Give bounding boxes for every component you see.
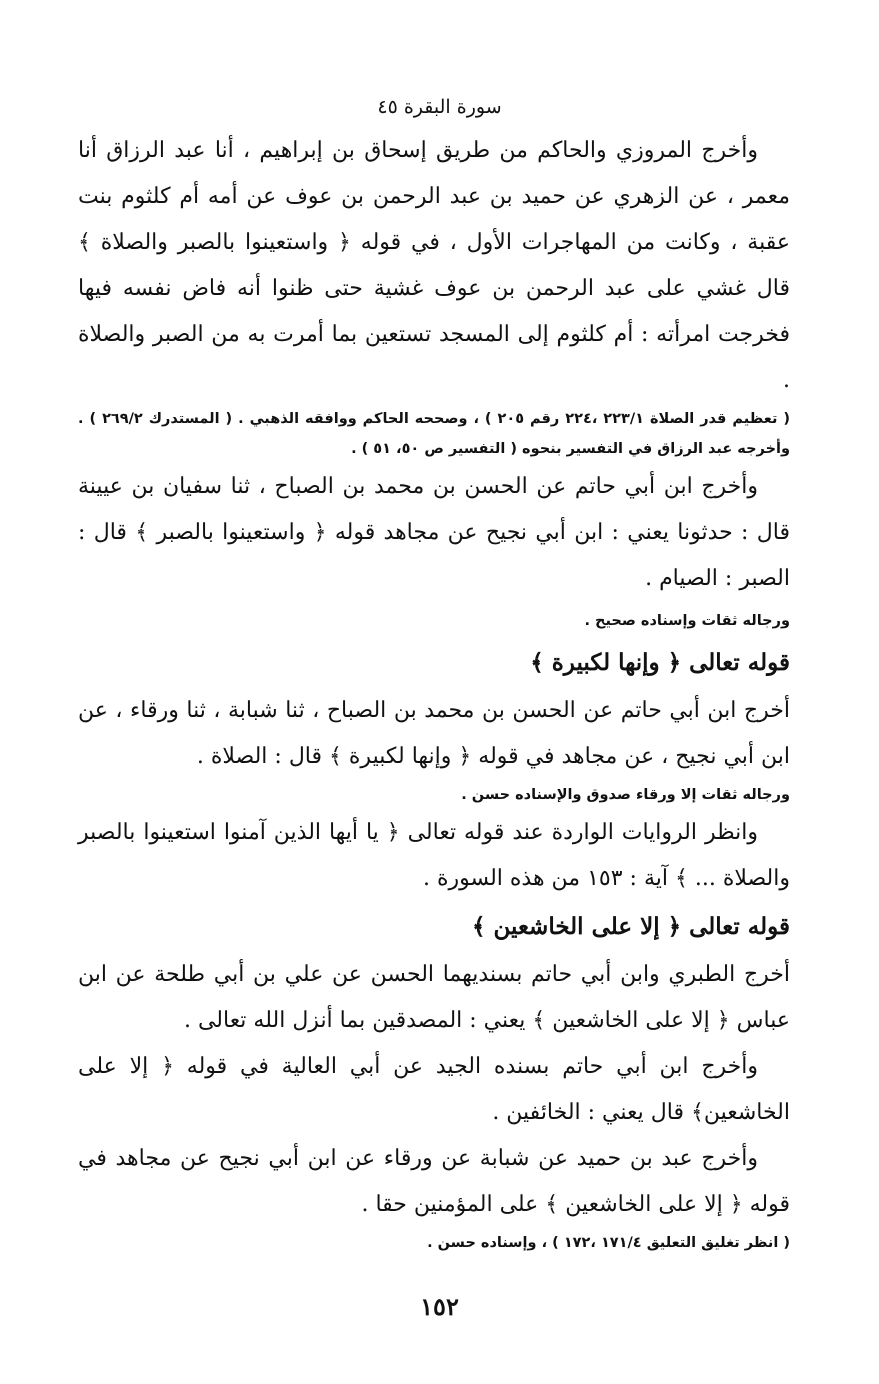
paragraph-5: أخرج الطبري وابن أبي حاتم بسنديهما الحسن عن علي بن أبي طلحة عن ابن عباس ﴿ إلا على الخاشعين ﴾ يعني : المصدقين بما أنزل الله تعالى . [78, 962, 790, 1033]
paragraph-6: وأخرج ابن أبي حاتم بسنده الجيد عن أبي العالية في قوله ﴿ إلا على الخاشعين﴾ قال يعني : الخائفين . [78, 1054, 790, 1125]
section-heading-1: قوله تعالى ﴿ وإنها لكبيرة ﴾ [530, 649, 790, 676]
paragraph-7: وأخرج عبد بن حميد عن شبابة عن ورقاء عن ابن أبي نجيح عن مجاهد في قوله ﴿ إلا على الخاشعين ﴾ على المؤمنين حقا . [78, 1146, 790, 1217]
footnote-4: ( انظر تغليق التعليق ١٧١/٤ ،١٧٢ ) ، وإسناده حسن . [427, 1235, 790, 1251]
footnote-3: ورجاله ثقات إلا ورقاء صدوق والإسناده حسن . [461, 787, 790, 803]
paragraph-2: وأخرج ابن أبي حاتم عن الحسن بن محمد بن الصباح ، ثنا سفيان بن عيينة قال : حدثونا يعني : ابن أبي نجيح عن مجاهد قوله ﴿ واستعينوا بالصبر ﴾ قال : الصبر : الصيام . [78, 474, 790, 591]
paragraph-3: أخرج ابن أبي حاتم عن الحسن بن محمد بن الصباح ، ثنا شبابة ، ثنا ورقاء ، عن ابن أبي نجيح ، عن مجاهد في قوله ﴿ وإنها لكبيرة ﴾ قال : الصلاة . [78, 698, 790, 769]
paragraph-4: وانظر الروايات الواردة عند قوله تعالى ﴿ يا أيها الذين آمنوا استعينوا بالصبر والصلاة ... ﴾ آية : ١٥٣ من هذه السورة . [78, 820, 790, 891]
page-number: ١٥٢ [420, 1292, 459, 1321]
paragraph-1: وأخرج المروزي والحاكم من طريق إسحاق بن إبراهيم ، أنا عبد الرزاق أنا معمر ، عن الزهري عن حميد بن عبد الرحمن بن عوف عن أمه أم كلثوم بنت عقبة ، وكانت من المهاجرات الأول ، في قوله ﴿ واستعينوا بالصبر والصلاة ﴾ قال غشي على عبد الرحمن بن عوف غشية حتى ظنوا أنه فاض نفسه فيها فخرجت امرأته : أم كلثوم إلى المسجد تستعين بما أمرت به من الصبر والصلاة . [78, 138, 790, 393]
footnote-2: ورجاله ثقات وإسناده صحيح . [584, 613, 790, 629]
running-header: سورة البقرة ٤٥ [377, 96, 502, 118]
footnote-1: ( تعظيم قدر الصلاة ٢٢٣/١ ،٢٢٤ رقم ٢٠٥ ) ، وصححه الحاكم ووافقه الذهبي . ( المستدرك ٢٦٩/٢ ) . وأخرجه عبد الرزاق في التفسير بنحوه ( التفسير ص ٥٠، ٥١ ) . [78, 411, 791, 457]
page-body [78, 128, 790, 1258]
section-heading-2: قوله تعالى ﴿ إلا على الخاشعين ﴾ [472, 913, 790, 940]
